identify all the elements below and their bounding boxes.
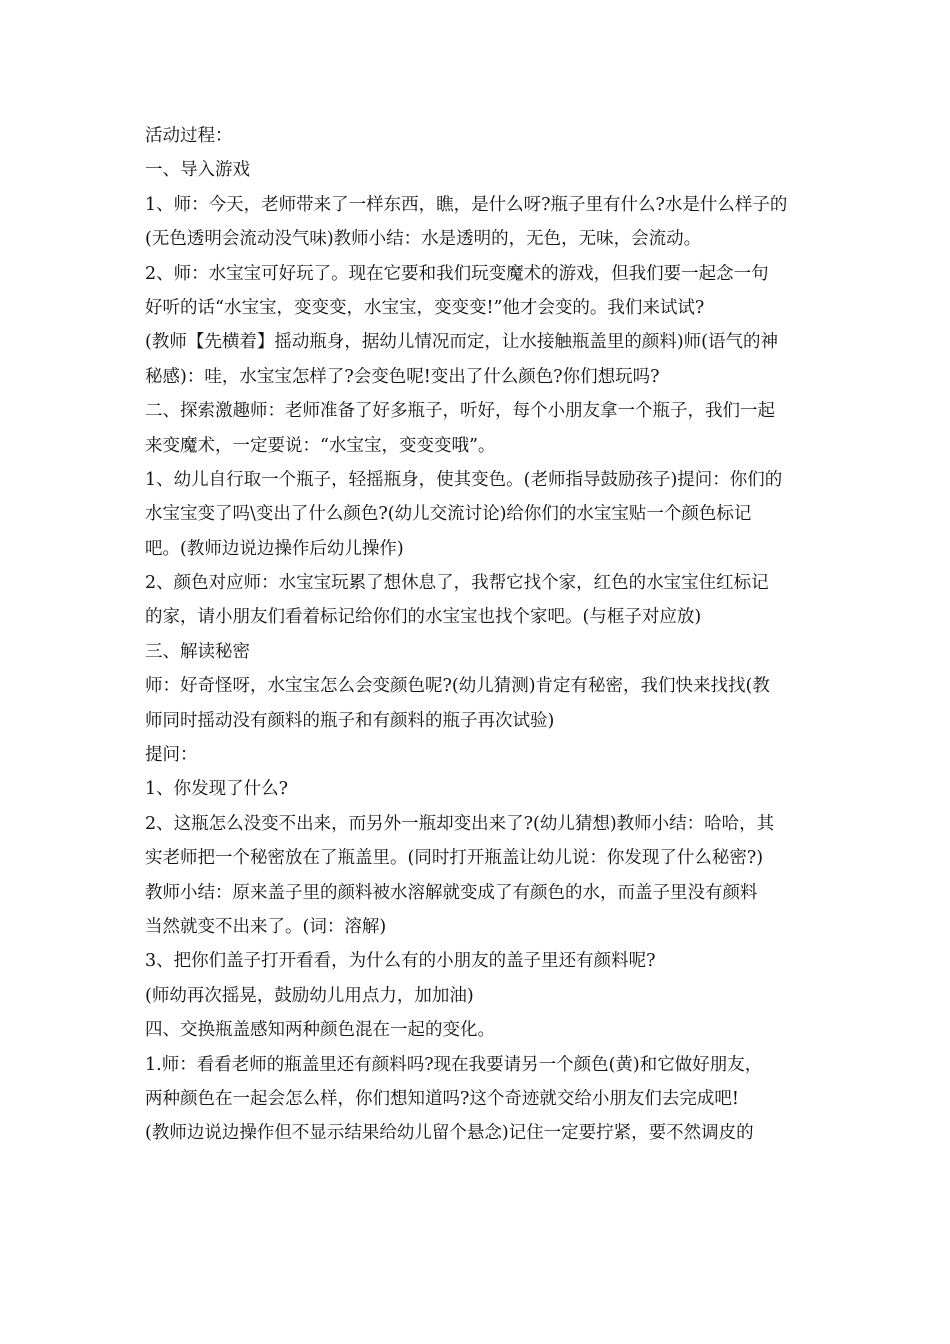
paragraph-line: (教师【先横着】摇动瓶身，据幼儿情况而定，让水接触瓶盖里的颜料)师(语气的神 xyxy=(145,332,778,353)
paragraph-line: 1、幼儿自行取一个瓶子，轻摇瓶身，使其变色。(老师指导鼓励孩子)提问：你们的 xyxy=(145,469,783,490)
paragraph-line: 当然就变不出来了。(词：溶解) xyxy=(145,916,387,937)
paragraph-line: (师幼再次摇晃，鼓励幼儿用点力，加加油) xyxy=(145,985,474,1006)
paragraph-line: 师：好奇怪呀，水宝宝怎么会变颜色呢?(幼儿猜测)肯定有秘密，我们快来找找(教 xyxy=(145,676,770,697)
heading-intro-game: 一、导入游戏 xyxy=(145,160,250,181)
paragraph-line: 实老师把一个秘密放在了瓶盖里。(同时打开瓶盖让幼儿说：你发现了什么秘密?) xyxy=(145,848,764,869)
heading-swap-caps: 四、交换瓶盖感知两种颜色混在一起的变化。 xyxy=(145,1020,495,1041)
paragraph-line: 2、这瓶怎么没变不出来，而另外一瓶却变出来了?(幼儿猜想)教师小结：哈哈，其 xyxy=(145,813,775,834)
document-body xyxy=(145,119,810,1151)
paragraph-line: 二、探索激趣师：老师准备了好多瓶子，听好，每个小朋友拿一个瓶子，我们一起 xyxy=(145,401,775,422)
paragraph-line: 2、颜色对应师：水宝宝玩累了想休息了，我帮它找个家，红色的水宝宝住红标记 xyxy=(145,573,769,594)
paragraph-line: 3、把你们盖子打开看看，为什么有的小朋友的盖子里还有颜料呢? xyxy=(145,951,656,972)
paragraph-line: (教师边说边操作但不显示结果给幼儿留个悬念)记住一定要拧紧，要不然调皮的 xyxy=(145,1123,754,1144)
paragraph-line: 1、师：今天，老师带来了一样东西，瞧，是什么呀?瓶子里有什么?水是什么样子的 xyxy=(145,194,788,215)
paragraph-line: 1.师：看看老师的瓶盖里还有颜料吗?现在我要请另一个颜色(黄)和它做好朋友， xyxy=(145,1054,763,1075)
paragraph-line: 来变魔术，一定要说：“水宝宝，变变变哦”。 xyxy=(145,435,496,456)
paragraph-line: 好听的话“水宝宝，变变变，水宝宝，变变变!”他才会变的。我们来试试? xyxy=(145,297,705,318)
section-label-questions: 提问： xyxy=(145,745,198,766)
paragraph-line: 水宝宝变了吗\变出了什么颜色?(幼儿交流讨论)给你们的水宝宝贴一个颜色标记 xyxy=(145,504,752,525)
paragraph-line: 教师小结：原来盖子里的颜料被水溶解就变成了有颜色的水，而盖子里没有颜料 xyxy=(145,882,758,903)
heading-decode-secret: 三、解读秘密 xyxy=(145,641,250,662)
paragraph-line: 师同时摇动没有颜料的瓶子和有颜料的瓶子再次试验) xyxy=(145,710,555,731)
paragraph-line: 两种颜色在一起会怎么样，你们想知道吗?这个奇迹就交给小朋友们去完成吧! xyxy=(145,1088,739,1109)
paragraph-line: 吧。(教师边说边操作后幼儿操作) xyxy=(145,538,404,559)
section-label-process: 活动过程： xyxy=(145,126,233,146)
paragraph-line: (无色透明会流动没气味)教师小结：水是透明的，无色，无味，会流动。 xyxy=(145,229,702,250)
paragraph-line: 1、你发现了什么? xyxy=(145,779,289,800)
paragraph-line: 秘感)：哇，水宝宝怎样了?会变色呢!变出了什么颜色?你们想玩吗? xyxy=(145,366,660,387)
paragraph-line: 的家，请小朋友们看着标记给你们的水宝宝也找个家吧。(与框子对应放) xyxy=(145,607,702,628)
paragraph-line: 2、师：水宝宝可好玩了。现在它要和我们玩变魔术的游戏，但我们要一起念一句 xyxy=(145,263,769,284)
